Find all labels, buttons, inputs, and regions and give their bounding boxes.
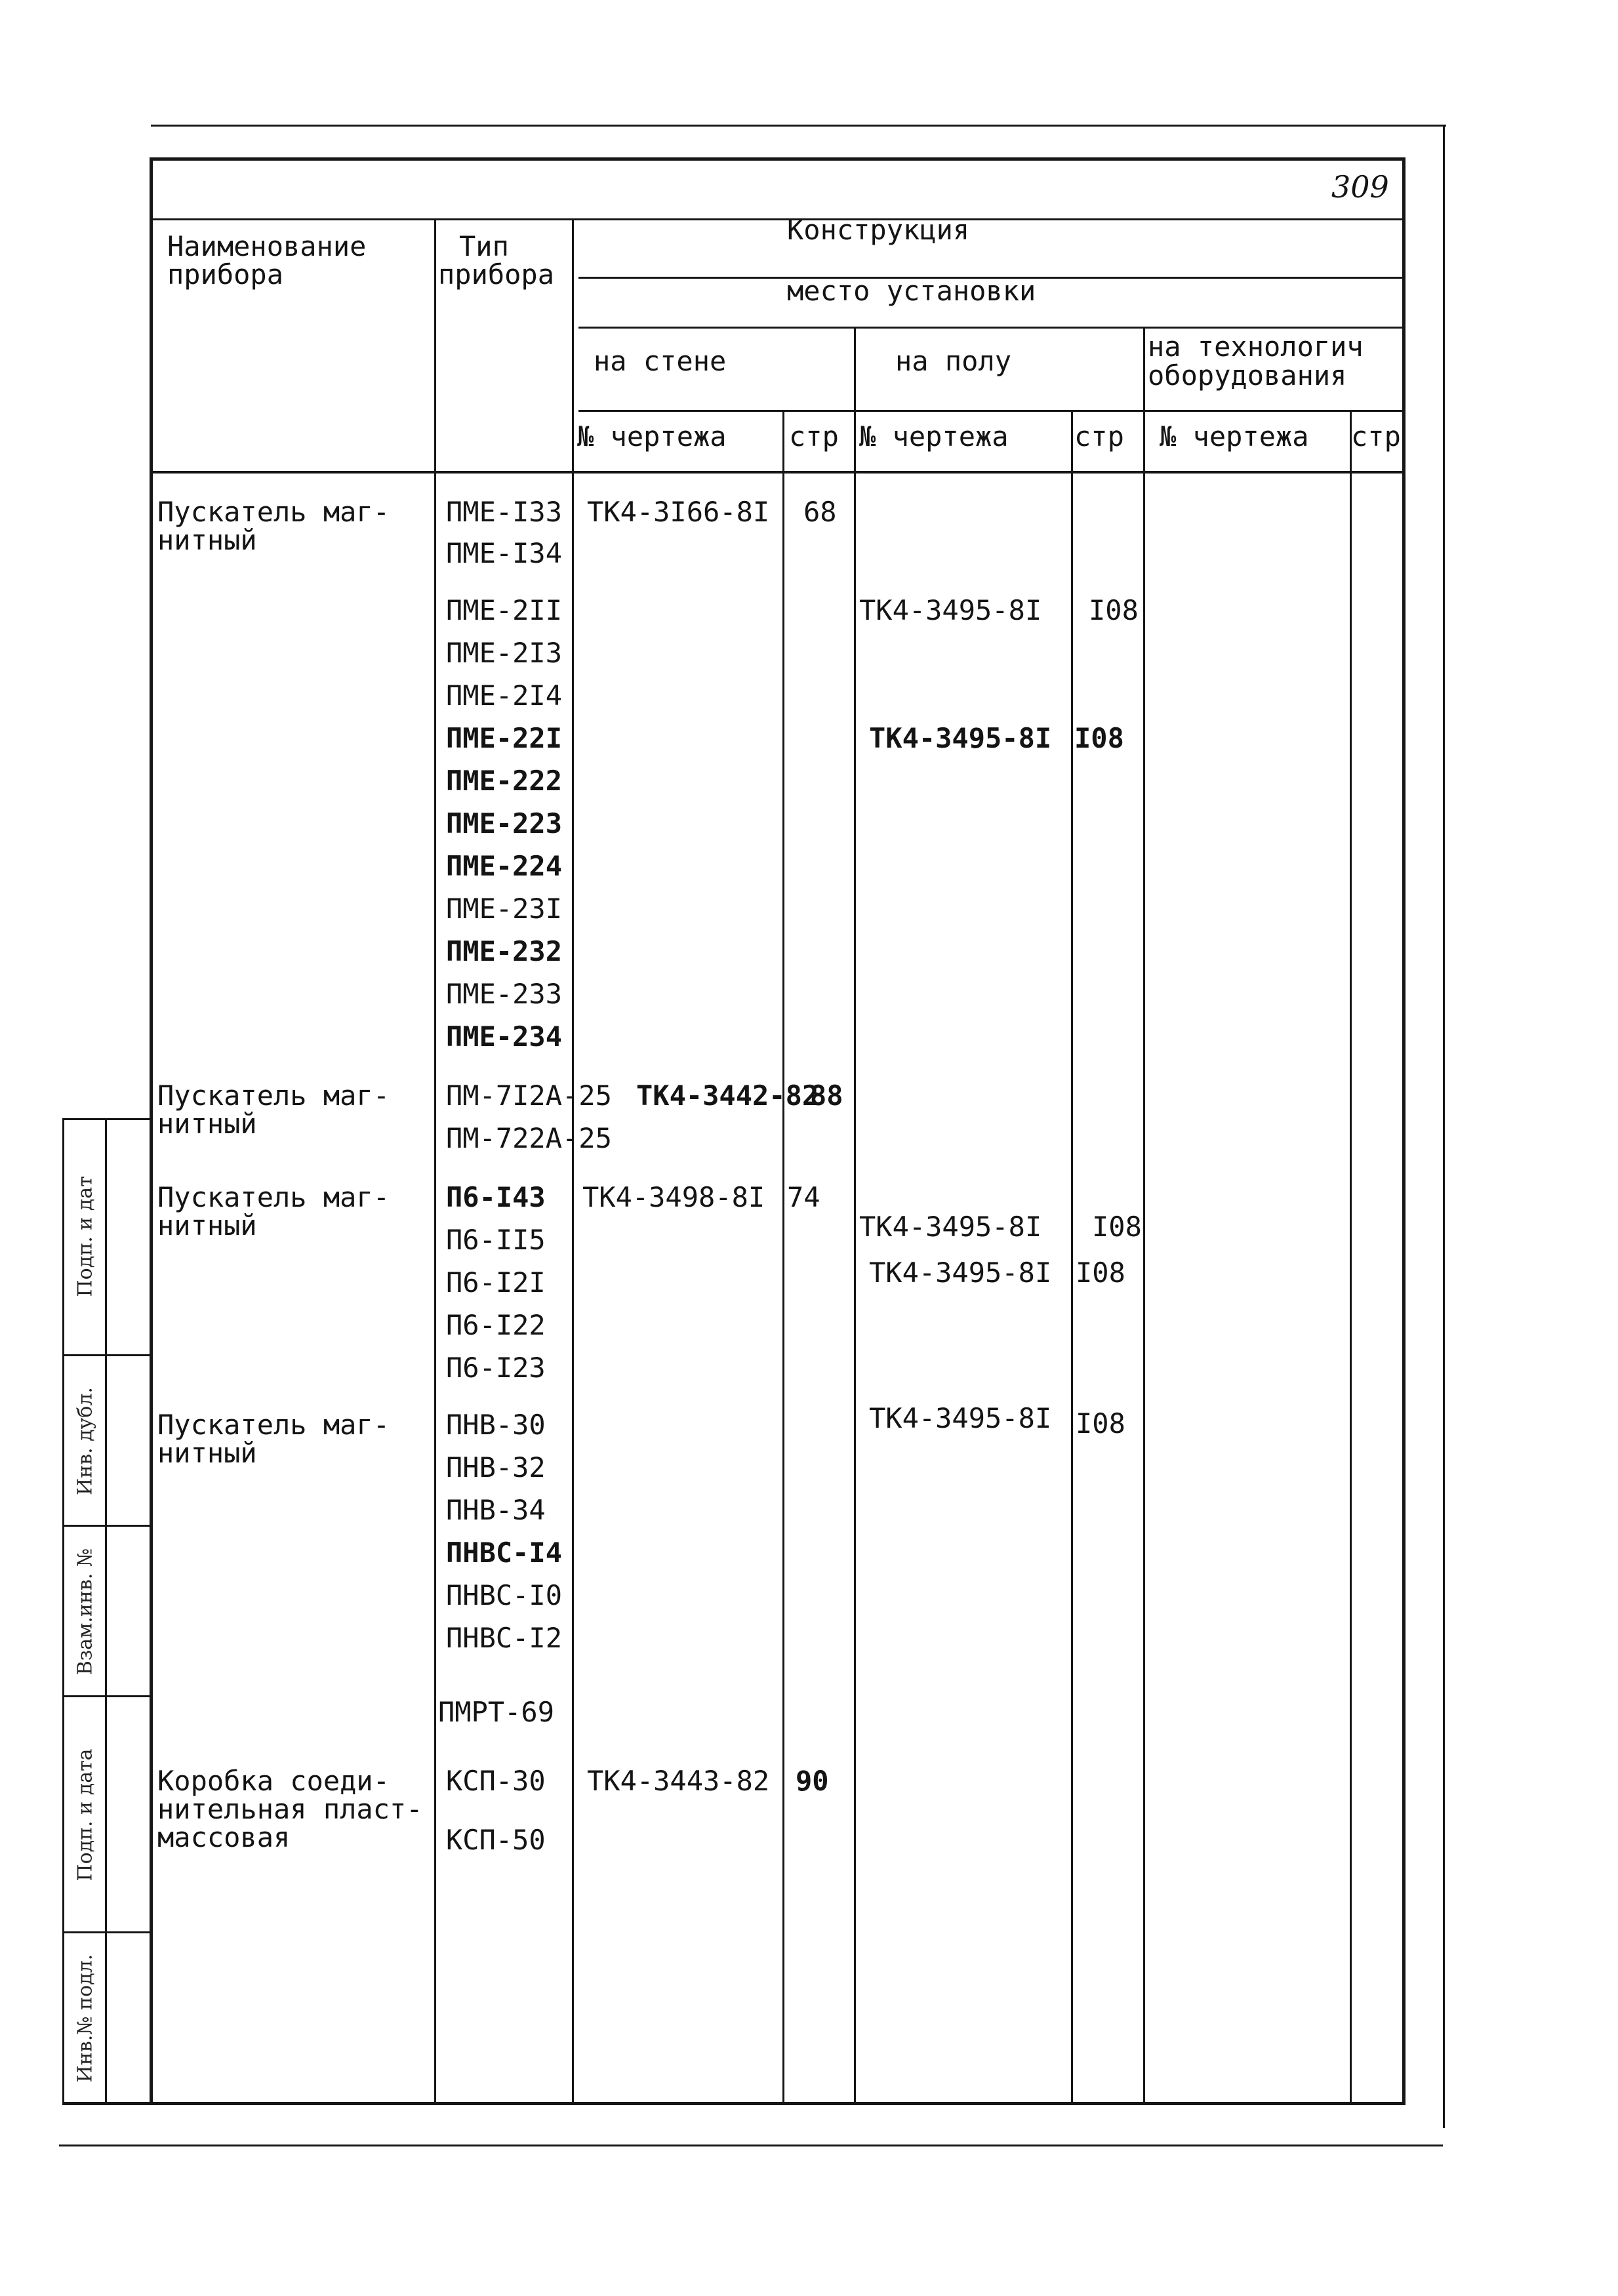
- device-name: Пускатель маг-: [157, 1181, 390, 1213]
- stamp-label-replace: Взам.инв. №: [73, 1548, 97, 1676]
- stamp-label-sign-date: Подп. и дата: [73, 1748, 97, 1882]
- top-rule: [151, 125, 1446, 127]
- floor-page-cell: I08: [1076, 1257, 1125, 1289]
- header-wall: на стене: [594, 345, 727, 377]
- floor-page-cell: I08: [1074, 722, 1124, 754]
- header-type-line1: Тип: [459, 230, 509, 262]
- floor-page-cell: I08: [1089, 594, 1139, 626]
- type-cell: ПМЕ-2I4: [446, 679, 563, 712]
- device-name-cont: нитный: [157, 524, 257, 556]
- type-cell: П6-II5: [446, 1224, 546, 1256]
- stamp-divider: [62, 1695, 151, 1697]
- col-line-equip: [1143, 327, 1145, 2104]
- type-cell: П6-I22: [446, 1309, 546, 1341]
- location-line: [578, 327, 1405, 329]
- device-name-cont: нитный: [157, 1209, 257, 1241]
- type-cell: ПМЕ-2II: [446, 594, 563, 626]
- type-cell: П6-I43: [446, 1181, 546, 1213]
- wall-page-cell: 88: [810, 1079, 843, 1112]
- header-wall-drawing: № чертежа: [577, 420, 727, 453]
- type-cell: ПМРТ-69: [438, 1696, 555, 1728]
- header-location: место установки: [787, 275, 1036, 307]
- bottom-rule: [59, 2145, 1443, 2146]
- type-cell: ПНВ-32: [446, 1451, 546, 1483]
- stamp-divider: [62, 1931, 151, 1933]
- floor-drawing-cell: ТК4-3495-8I: [869, 1257, 1052, 1289]
- type-cell: КСП-50: [446, 1824, 546, 1856]
- header-construction: Конструкция: [787, 214, 970, 246]
- header-floor-page: стр: [1074, 420, 1124, 453]
- type-cell: ПМЕ-23I: [446, 893, 563, 925]
- device-name: Пускатель маг-: [157, 496, 390, 528]
- floor-drawing-cell: ТК4-3495-8I: [869, 722, 1052, 754]
- device-name-cont: нительная пласт-: [157, 1793, 423, 1825]
- stamp-label-sign: Подп. и дат: [73, 1176, 97, 1297]
- col-line-floor: [854, 327, 856, 2104]
- header-name-line2: прибора: [167, 258, 284, 291]
- device-name-cont: нитный: [157, 1437, 257, 1469]
- table-top: [152, 157, 1405, 161]
- type-cell: ПНВС-I4: [446, 1537, 563, 1569]
- type-cell: ПНВ-30: [446, 1409, 546, 1441]
- type-cell: П6-I23: [446, 1352, 546, 1384]
- col-line-floor-page: [1071, 410, 1073, 2104]
- header-floor-drawing: № чертежа: [859, 420, 1009, 453]
- type-cell: ПМ-7I2А-25: [446, 1079, 612, 1112]
- page-number: 309: [1331, 169, 1389, 205]
- type-cell: ПНВ-34: [446, 1494, 546, 1526]
- stamp-left: [62, 1118, 64, 2105]
- device-name-cont: нитный: [157, 1108, 257, 1140]
- type-cell: ПМЕ-222: [446, 765, 563, 797]
- type-cell: ПНВС-I2: [446, 1622, 563, 1654]
- type-cell: КСП-30: [446, 1765, 546, 1797]
- col-line-wall: [572, 218, 574, 2104]
- device-name: Пускатель маг-: [157, 1409, 390, 1441]
- type-cell: П6-I2I: [446, 1266, 546, 1299]
- wall-page-cell: 74: [787, 1181, 820, 1213]
- col-line-equip-page: [1350, 410, 1352, 2104]
- device-name: Коробка соеди-: [157, 1765, 390, 1797]
- type-cell: ПМЕ-I34: [446, 537, 563, 569]
- table-left: [150, 157, 153, 2105]
- header-equip-line1: на технологич: [1148, 331, 1364, 363]
- type-cell: ПМЕ-223: [446, 807, 563, 839]
- wall-drawing-cell: ТК4-3I66-8I: [587, 496, 770, 528]
- header-equip-page: стр: [1351, 420, 1401, 453]
- col-line-wall-page: [782, 410, 784, 2104]
- type-cell: ПМЕ-233: [446, 978, 563, 1010]
- type-cell: ПМ-722А-25: [446, 1122, 612, 1154]
- type-cell: ПМЕ-22I: [446, 722, 563, 754]
- header-top-line: [152, 218, 1405, 220]
- header-equip-line2: оборудования: [1148, 359, 1347, 392]
- header-bottom-line: [152, 471, 1405, 473]
- stamp-divider: [62, 1525, 151, 1527]
- type-cell: ПМЕ-232: [446, 935, 563, 967]
- floor-drawing-cell: ТК4-3495-8I: [859, 1211, 1042, 1243]
- type-cell: ПМЕ-2I3: [446, 637, 563, 669]
- floor-drawing-cell: ТК4-3495-8I: [859, 594, 1042, 626]
- type-cell: ПМЕ-224: [446, 850, 563, 882]
- wall-drawing-cell: ТК4-3498-8I: [582, 1181, 765, 1213]
- header-floor: на полу: [895, 345, 1012, 377]
- table-bottom: [62, 2102, 1406, 2105]
- type-cell: ПМЕ-I33: [446, 496, 563, 528]
- wall-page-cell: 90: [796, 1765, 829, 1797]
- wall-page-cell: 68: [803, 496, 837, 528]
- table-right: [1402, 157, 1406, 2105]
- type-cell: ПМЕ-234: [446, 1020, 563, 1053]
- right-rule: [1443, 125, 1445, 2128]
- stamp-divider: [62, 1354, 151, 1356]
- floor-drawing-cell: ТК4-3495-8I: [869, 1402, 1052, 1434]
- stamp-mid: [105, 1118, 107, 2105]
- header-type-line2: прибора: [438, 258, 555, 291]
- col-line-type: [434, 218, 436, 2104]
- wall-drawing-cell: ТК4-3443-82: [587, 1765, 770, 1797]
- header-name-line1: Наименование: [167, 230, 367, 262]
- floor-page-cell: I08: [1092, 1211, 1142, 1243]
- stamp-label-dup: Инв. дубл.: [73, 1387, 97, 1495]
- stamp-label-inv: Инв.№ подл.: [73, 1954, 97, 2083]
- header-wall-page: стр: [789, 420, 839, 453]
- header-equip-drawing: № чертежа: [1160, 420, 1309, 453]
- floor-page-cell: I08: [1076, 1407, 1125, 1440]
- device-name-cont: массовая: [157, 1821, 291, 1853]
- type-cell: ПНВС-I0: [446, 1579, 563, 1611]
- subgroup-line: [578, 410, 1405, 412]
- device-name: Пускатель маг-: [157, 1079, 390, 1112]
- wall-drawing-cell: ТК4-3442-82: [636, 1079, 819, 1112]
